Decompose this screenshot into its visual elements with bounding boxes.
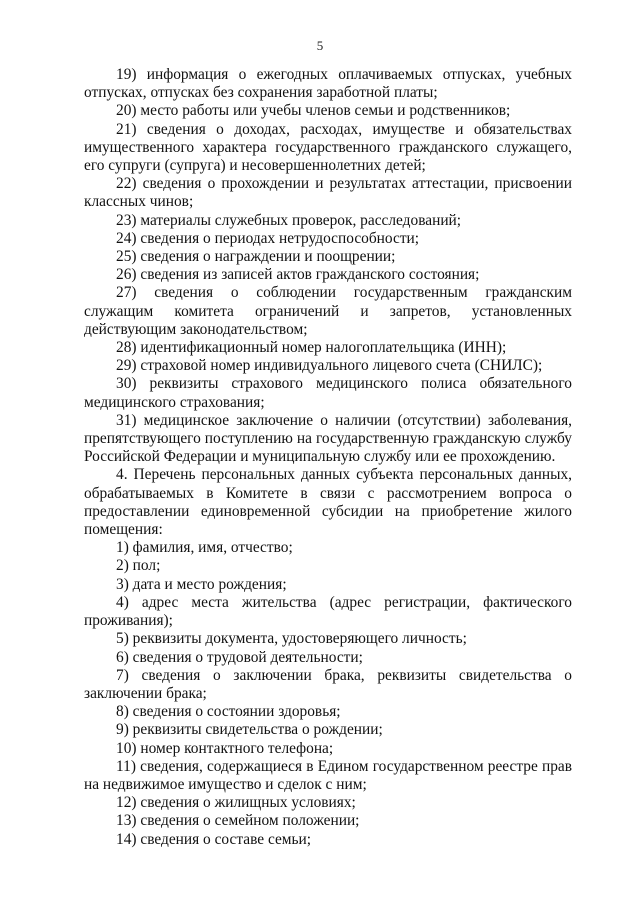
list-item: 10) номер контактного телефона; (116, 739, 334, 757)
list-item: 6) сведения о трудовой деятельности; (116, 648, 363, 666)
page-number: 5 (316, 38, 324, 53)
list-item: 28) идентификационный номер налогоплательщика (ИНН); (116, 339, 507, 357)
list-item: 22) сведения о прохождении и результатах аттестации, присвоении классных чинов; (84, 175, 572, 211)
list-item: 5) реквизиты документа, удостоверяющего личность; (116, 630, 467, 648)
list-item: 2) пол; (116, 557, 161, 575)
list-item: 4) адрес места жительства (адрес регистрации, фактического проживания); (84, 593, 572, 630)
list-item: 24) сведения о периодах нетрудоспособности; (116, 229, 420, 247)
document-body (84, 66, 572, 849)
list-item: 11) сведения, содержащиеся в Едином государственном реестре прав на недвижимое имущество и сделок с ним; (84, 757, 572, 793)
list-item: 1) фамилия, имя, отчество; (116, 539, 293, 557)
list-item: 14) сведения о составе семьи; (116, 830, 312, 848)
list-item: 23) материалы служебных проверок, расследований; (116, 211, 462, 229)
list-item: 12) сведения о жилищных условиях; (116, 794, 356, 812)
list-item: 9) реквизиты свидетельства о рождении; (116, 721, 383, 739)
section-paragraph: 4. Перечень персональных данных субъекта персональных данных, обрабатываемых в Комитете в связи с рассмотрением вопроса о предоставлении единовременной субсидии на приобретение жилого помещения: (84, 466, 572, 539)
list-item: 21) сведения о доходах, расходах, имуществе и обязательствах имущественного характера государственного гражданского служащего, его супруги (супруга) и несовершеннолетних детей; (84, 120, 572, 175)
list-item: 29) страховой номер индивидуального лицевого счета (СНИЛС); (116, 357, 543, 375)
list-item: 26) сведения из записей актов гражданского состояния; (116, 266, 480, 284)
list-item: 8) сведения о состоянии здоровья; (116, 703, 341, 721)
list-item: 13) сведения о семейном положении; (116, 812, 360, 830)
list-item: 19) информация о ежегодных оплачиваемых отпусках, учебных отпусках, отпусках без сохранения заработной платы; (84, 66, 572, 102)
list-item: 7) сведения о заключении брака, реквизиты свидетельства о заключении брака; (84, 666, 572, 702)
list-item: 25) сведения о награждении и поощрении; (116, 248, 396, 266)
list-item: 3) дата и место рождения; (116, 575, 287, 593)
list-item: 20) место работы или учебы членов семьи и родственников; (116, 102, 511, 120)
list-item: 27) сведения о соблюдении государственным гражданским служащим комитета ограничений и запретов, установленных действующим законодательством; (84, 284, 572, 338)
list-item: 30) реквизиты страхового медицинского полиса обязательного медицинского страхования; (84, 375, 572, 411)
list-item: 31) медицинское заключение о наличии (отсутствии) заболевания, препятствующего поступлению на государственную гражданскую службу Российской Федерации и муниципальную службу или ее прохождению. (84, 411, 572, 466)
